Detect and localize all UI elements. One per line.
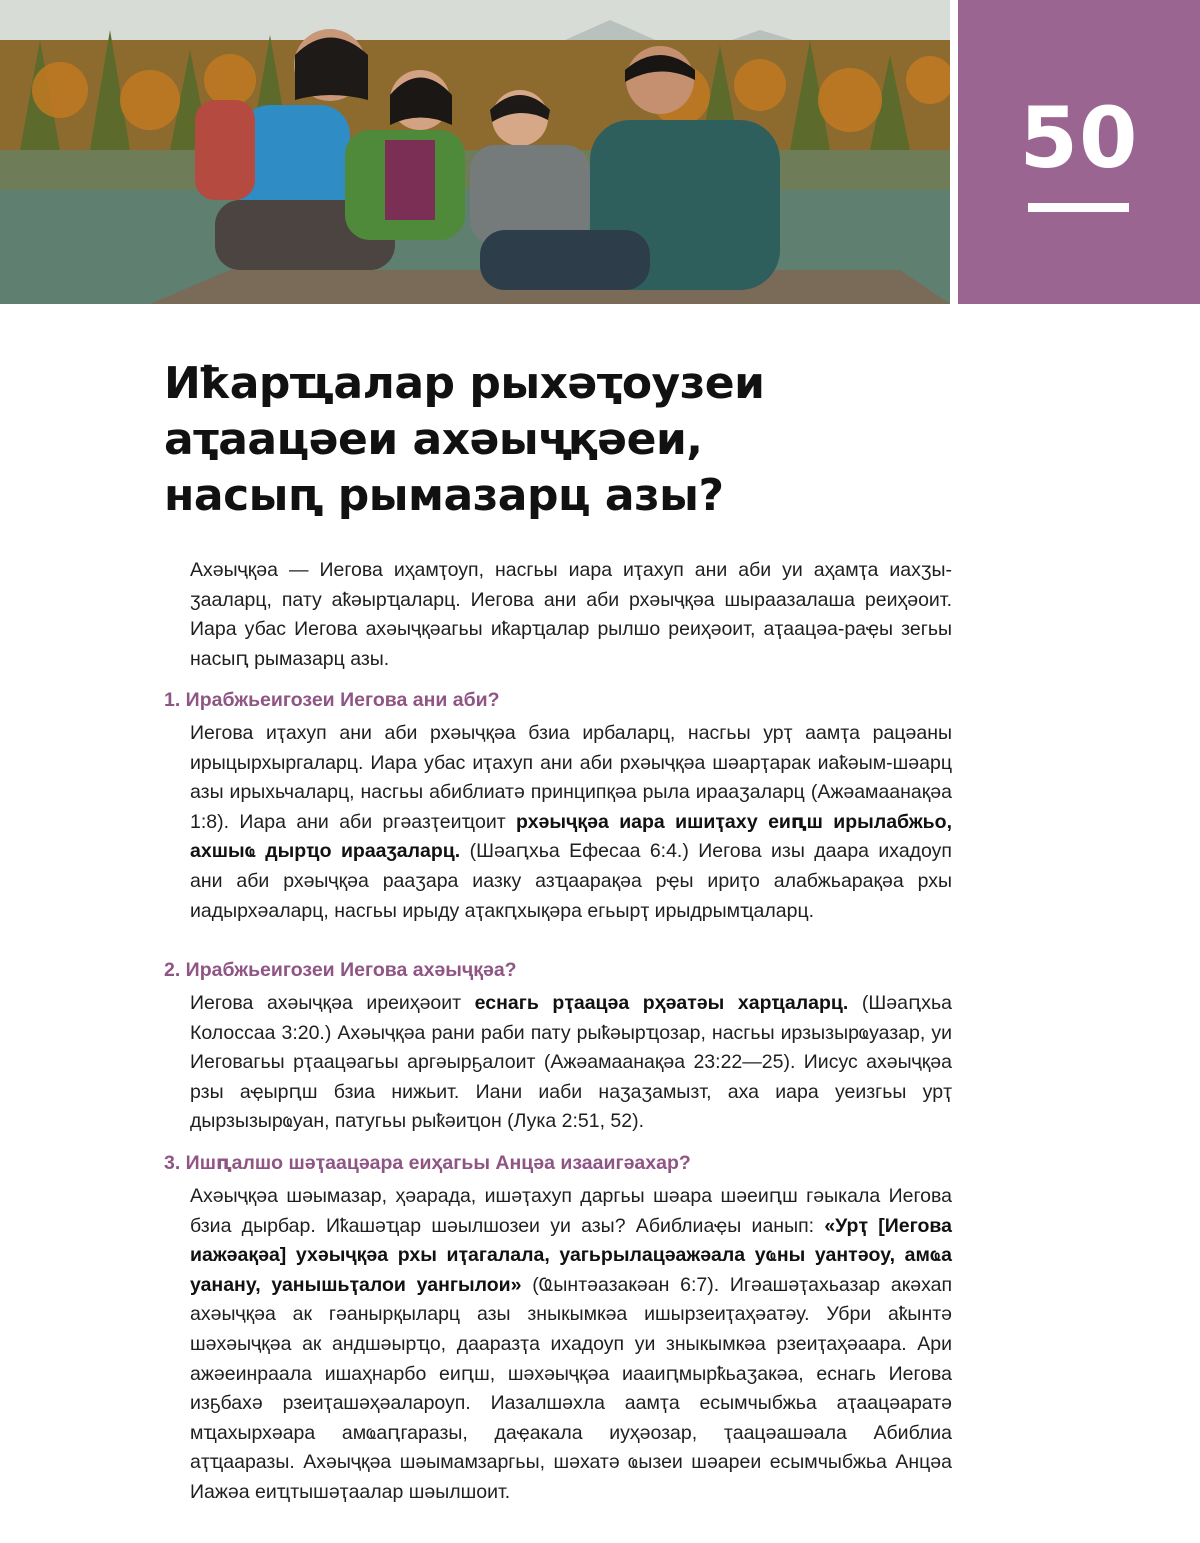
answer-2 — [190, 989, 952, 1137]
lesson-number: 50 — [1019, 89, 1139, 187]
lesson-number-block — [958, 0, 1200, 304]
question-3: 3. Ишԥалшо шәҭаацәара еиҳагьы Анцәа изааигәахар? — [164, 1152, 691, 1174]
answer-3-text-end: (Ҩынтәазакәан 6:7). Игәашәҭахьазар акәхап ахәыҷқәа ак гәанырқыларц азы зныкымкәа ишырзеиҭаҳәатәу. Убри аҟынтә шәхәыҷқәа ак андшәырҵо, дааразҭа ихадоуп уи зныкымкәа рзеиҭаҳәаара. Ари ажәеинраала ишаҳнарбо еиԥш, шәхәыҷқәа иааиԥмырҟьаӡакәа, еснагь Иегова изҕбахә рзеиҭашәҳәалароуп. Иазалшәхла аамҭа есымчыбжьа аҭаацәаратә мҵахырхәара амҩаԥгаразы, даҿакала иуҳәозар, ҭаацәашәала Абиблиа аҭҵааразы. Ахәыҷқәа шәымамзаргьы, шәхатә ҩызеи шәареи есымчыбжьа Анцәа Иажәа еиҵтышәҭаалар шәылшоит. — [190, 1273, 953, 1503]
lesson-title-line-2: аҭаацәеи ахәыҷқәеи, — [164, 414, 703, 465]
answer-2-text-end: (Шәаԥхьа Колоссаа 3:20.) Ахәыҷқәа рани раби пату рыҟәырҵозар, насгьы ирзызырҩуазар, уи Иеговагьы рҭаацәагьы аргәырҕалоит (Ажәамаанақәа 23:22—25). Иисус ахәыҷқәа рзы аҿырԥш бзиа нижьит. Иани иаби наӡаӡамызт, аха иара уеизгьы урҭ дырзызырҩуан, патугьы рыҟәиҵон (Лука 2:51, 52). — [190, 992, 953, 1133]
lesson-title — [164, 356, 964, 524]
header-photo — [0, 0, 950, 304]
answer-1-emphasis: рхәыҷқәа иара ишиҭаху еиԥш ирылабжьо, ахшыҩ дырҵо ирааӡаларц. — [190, 810, 952, 863]
answer-3-emphasis: «Урҭ [Иегова иажәақәа] ухәыҷқәа рхы иҭагалала, уагьрылацәажәала уҩны уантәоу, амҩа уанану, уанышьҭалои уангылои» — [190, 1214, 952, 1296]
answer-1-text-end: (Шәаԥхьа Ефесаа 6:4.) Иегова изы даара ихадоуп ани аби рхәыҷқәа рааӡара иазку азҵаарақәа рҿы ириҭо алабжьарақәа рхы иадырхәаларц, насгьы ирыду аҭакԥхықәра егьырҭ ирыдрымҵаларц. — [190, 840, 952, 922]
lesson-number-underline — [1028, 203, 1129, 212]
lesson-title-line-1: Иҟарҵалар рыхәҭоузеи — [164, 358, 765, 409]
question-2: 2. Ирабжьеигозеи Иегова ахәыҷқәа? — [164, 959, 517, 981]
answer-3 — [190, 1182, 952, 1508]
answer-1-text: Иегова иҭахуп ани аби рхәыҷқәа бзиа ирбаларц, насгьы урҭ аамҭа рацәаны ирыцырхыргаларц. Иара убас иҭахуп ани аби рхәыҷқәа шәарҭарак иаҟәым-шәарц азы ирыхьчаларц, насгьы абиблиатә принципқәа рыла ирааӡаларц (Ажәамаанақәа 1:8). Иара ани аби ргәазҭеиҵоит — [190, 722, 952, 833]
family-photo-illustration — [0, 0, 950, 304]
answer-2-emphasis: еснагь рҭаацәа рҳәатәы харҵаларц. — [474, 992, 849, 1014]
answer-1 — [190, 719, 952, 926]
answer-2-text: Иегова ахәыҷқәа иреиҳәоит — [190, 992, 475, 1014]
answer-3-text: Ахәыҷқәа шәымазар, ҳәарада, ишәҭахуп даргьы шәара шәеиԥш гәыкала Иегова бзиа дырбар. Иҟашәҵар шәылшозеи уи азы? Абиблиаҿы ианып: — [190, 1185, 952, 1237]
intro-paragraph: Ахәыҷқәа — Иегова иҳамҭоуп, насгьы иара иҭахуп ани аби уи аҳамҭа иахӡы-ӡааларц, пату аҟәырҵаларц. Иегова ани аби рхәыҷқәа шыраазалаша реиҳәоит. Иара убас Иегова ахәыҷқәагьы иҟарҵалар рылшо реиҳәоит, аҭаацәа-раҿы зегьы насыԥ рымазарц азы. — [190, 559, 952, 670]
lesson-title-line-3: насыԥ рымазарц азы? — [164, 470, 724, 521]
question-1: 1. Ирабжьеигозеи Иегова ани аби? — [164, 689, 500, 711]
